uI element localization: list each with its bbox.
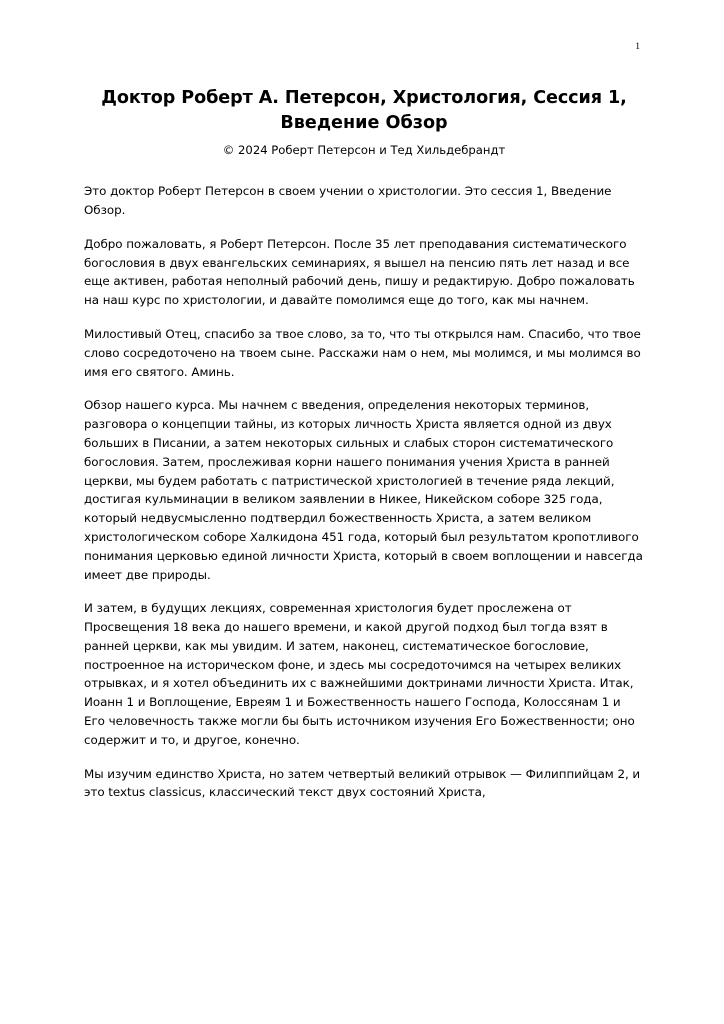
paragraph: Милостивый Отец, спасибо за твое слово, за то, что ты открылся нам. Спасибо, что твое слово сосредоточено на твоем сыне. Расскажи нам о нем, мы молимся, и мы молимся во имя его святого. Аминь. xyxy=(84,326,641,379)
document-body xyxy=(84,182,644,802)
page-title: Доктор Роберт А. Петерсон, Христология, Сессия 1, xyxy=(101,88,627,108)
paragraph: Обзор нашего курса. Мы начнем с введения, определения некоторых терминов, разговора о концепции тайны, из которых личность Христа является одной из двух больших в Писании, а затем некоторых сильных и слабых сторон систематического богословия. Затем, прослеживая корни нашего понимания учения Христа в ранней церкви, мы будем работать с патристической христологией в течение ряда лекций, достигая кульминации в великом заявлении в Никее, Никейском соборе 325 года, который недвусмысленно подтвердил божественность Христа, а затем великом христологическом соборе Халкидона 451 года, который был результатом кропотливого понимания церковью единой личности Христа, который в своем воплощении и навсегда имеет две природы. xyxy=(84,398,643,582)
paragraph: Мы изучим единство Христа, но затем четвертый великий отрывок — Филиппийцам 2, и это textus classicus, классический текст двух состояний Христа, xyxy=(84,766,641,800)
paragraph: И затем, в будущих лекциях, современная христология будет прослежена от Просвещения 18 века до нашего времени, и какой другой подход был тогда взят в ранней церкви, как мы увидим. И затем, наконец, систематическое богословие, построенное на историческом фоне, и здесь мы сосредоточимся на четырех великих отрывках, и я хотел объединить их с важнейшими доктринами личности Христа. Итак, Иоанн 1 и Воплощение, Евреям 1 и Божественность нашего Господа, Колоссянам 1 и Его человечность также могли бы быть источником изучения Его Божественности; оно содержит и то, и другое, конечно. xyxy=(84,601,635,747)
paragraph: Это доктор Роберт Петерсон в своем учении о христологии. Это сессия 1, Введение Обзор. xyxy=(84,184,612,217)
paragraph: Добро пожаловать, я Роберт Петерсон. После 35 лет преподавания систематического богословия в двух евангельских семинариях, я вышел на пенсию пять лет назад и все еще активен, работая неполный рабочий день, пишу и редактирую. Добро пожаловать на наш курс по христологии, и давайте помолимся еще до того, как мы начнем. xyxy=(84,236,635,308)
copyright-credit: © 2024 Роберт Петерсон и Тед Хильдебрандт xyxy=(222,142,506,157)
page-number: 1 xyxy=(635,42,640,52)
page-subtitle: Введение Обзор xyxy=(280,112,448,133)
